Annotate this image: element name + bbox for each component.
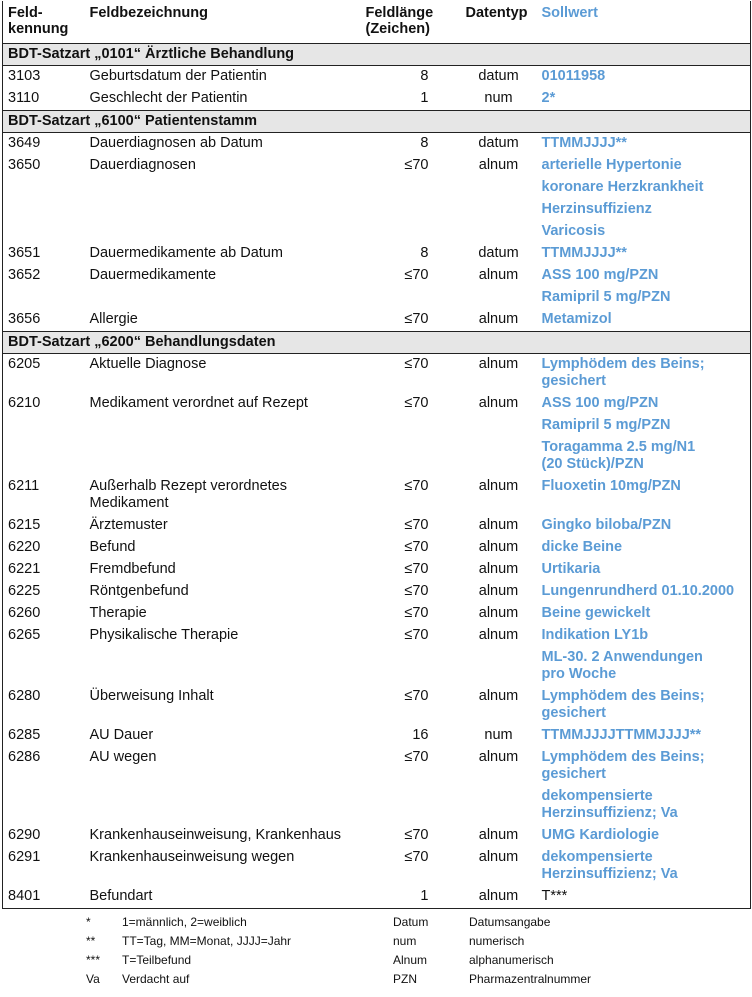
legend-table [2,913,750,989]
field-name: Dauermedikamente [89,267,217,283]
field-value: Ramipril 5 mg/PZN [541,289,671,305]
header-row [3,1,751,44]
field-length: ≤70 [404,561,429,577]
field-value: UMG Kardiologie [541,827,660,843]
field-length: 8 [420,245,429,261]
field-value-cell [537,725,751,747]
field-length: ≤70 [404,311,429,327]
field-value-cell [537,309,751,332]
field-value: Fluoxetin 10mg/PZN [541,478,681,494]
field-name: AU wegen [89,749,157,765]
legend-meaning: numerisch [469,934,525,948]
legend-abbr: Alnum [393,953,428,967]
field-value-cell [537,847,751,886]
field-id: 3649 [8,135,41,151]
field-name: Krankenhauseinweisung wegen [89,849,295,865]
table-row [3,66,751,89]
field-value-cell [537,686,751,725]
table-row [3,88,751,111]
field-value: Lymphödem des Beins; gesichert [541,749,705,782]
table-row [3,515,751,537]
field-type: datum [478,245,519,261]
field-name: Dauerdiagnosen ab Datum [89,135,263,151]
legend-text: TT=Tag, MM=Monat, JJJJ=Jahr [122,934,292,948]
field-type: datum [478,68,519,84]
field-value: Metamizol [541,311,612,327]
field-id: 3650 [8,157,41,173]
field-value-cell [537,581,751,603]
field-length: ≤70 [404,517,429,533]
legend-text: Verdacht auf [122,972,190,986]
field-type: alnum [478,311,519,327]
field-name: Überweisung Inhalt [89,688,214,704]
field-length: 8 [420,135,429,151]
field-name: Medikament verordnet auf Rezept [89,395,308,411]
field-value-cell [537,133,751,156]
field-value-cell [537,625,751,686]
legend-symbol: Va [86,972,100,986]
field-value: T*** [541,888,568,904]
field-id: 3110 [8,90,40,106]
field-value: TTMMJJJJ** [541,245,627,261]
field-value-cell [537,354,751,394]
field-length: ≤70 [404,478,429,494]
field-id: 6280 [8,688,41,704]
field-id: 6291 [8,849,41,865]
field-length: ≤70 [404,157,429,173]
field-value: TTMMJJJJ** [541,135,627,151]
field-value: dekompensierte Herzinsuffizienz; Va [541,788,678,821]
section-header-row [3,111,751,133]
table-row [3,603,751,625]
table-row [3,243,751,265]
table-row [3,309,751,332]
field-id: 3652 [8,267,41,283]
table-row [3,747,751,825]
field-length: ≤70 [404,605,429,621]
table-row [3,847,751,886]
field-length: ≤70 [404,627,429,643]
field-length: ≤70 [404,688,429,704]
field-value-cell [537,393,751,476]
table-row [3,625,751,686]
field-type: alnum [478,395,519,411]
field-length: 16 [412,727,429,743]
field-length: ≤70 [404,356,429,372]
legend-row [2,970,750,989]
field-value: TTMMJJJJTTMMJJJJ** [541,727,702,743]
field-value: ML-30. 2 Anwendungen pro Woche [541,649,703,682]
field-id: 6210 [8,395,41,411]
field-value: Indikation LY1b [541,627,649,643]
field-value-cell [537,155,751,243]
field-id: 6215 [8,517,41,533]
field-value: Ramipril 5 mg/PZN [541,417,671,433]
field-id: 6265 [8,627,41,643]
field-value-cell [537,559,751,581]
field-type: num [484,727,513,743]
section-title: BDT-Satzart „6100“ Patientenstamm [3,111,751,133]
field-value-cell [537,825,751,847]
field-id: 6290 [8,827,41,843]
field-id: 6211 [8,478,40,494]
field-id: 6260 [8,605,41,621]
table-row [3,265,751,309]
field-name: Krankenhauseinweisung, Krankenhaus [89,827,342,843]
field-value: Lungenrundherd 01.10.2000 [541,583,735,599]
field-type: alnum [478,561,519,577]
field-name: Außerhalb Rezept verordnetes Medikament [89,478,287,511]
field-id: 8401 [8,888,41,904]
field-type: alnum [478,888,519,904]
legend-text: 1=männlich, 2=weiblich [122,915,247,929]
legend-row [2,951,750,970]
field-id: 3103 [8,68,41,84]
field-value-cell [537,265,751,309]
legend-meaning: Datumsangabe [469,915,551,929]
section-title: BDT-Satzart „6200“ Behandlungsdaten [3,332,751,354]
table-row [3,476,751,515]
field-name: Allergie [89,311,138,327]
table-row [3,537,751,559]
field-length: ≤70 [404,827,429,843]
header-laenge: Feldlänge (Zeichen) [365,5,434,37]
field-value: Lymphödem des Beins; gesichert [541,688,705,721]
field-type: alnum [478,749,519,765]
field-type: alnum [478,849,519,865]
field-type: alnum [478,267,519,283]
field-value: Toragamma 2.5 mg/N1 (20 Stück)/PZN [541,439,696,472]
field-type: datum [478,135,519,151]
field-id: 6205 [8,356,41,372]
field-value: koronare Herzkrankheit [541,179,704,195]
field-length: ≤70 [404,749,429,765]
legend-abbr: num [393,934,417,948]
field-value: Herzinsuffizienz [541,201,652,217]
field-name: Befund [89,539,136,555]
field-value: dekompensierte Herzinsuffizienz; Va [541,849,678,882]
field-name: Fremdbefund [89,561,176,577]
field-value-cell [537,537,751,559]
field-type: num [484,90,513,106]
field-value-cell [537,476,751,515]
field-type: alnum [478,539,519,555]
field-name: Geschlecht der Patientin [89,90,248,106]
field-value: dicke Beine [541,539,623,555]
section-header-row [3,44,751,66]
legend-row [2,932,750,951]
field-length: 8 [420,68,429,84]
field-name: Physikalische Therapie [89,627,239,643]
table-row [3,581,751,603]
field-length: ≤70 [404,395,429,411]
field-id: 6286 [8,749,41,765]
table-row [3,354,751,394]
field-type: alnum [478,157,519,173]
field-name: Dauerdiagnosen [89,157,196,173]
field-type: alnum [478,517,519,533]
field-name: Aktuelle Diagnose [89,356,207,372]
field-name: Dauermedikamente ab Datum [89,245,283,261]
field-type: alnum [478,583,519,599]
field-value-cell [537,603,751,625]
table-row [3,559,751,581]
field-length: ≤70 [404,267,429,283]
header-bezeichnung: Feldbezeichnung [89,5,208,21]
field-value: 2* [541,90,556,106]
field-value: Gingko biloba/PZN [541,517,672,533]
field-name: Befundart [89,888,153,904]
field-value-cell [537,243,751,265]
legend-symbol: * [86,915,91,929]
legend-meaning: Pharmazentralnummer [469,972,592,986]
section-title: BDT-Satzart „0101“ Ärztliche Behandlung [3,44,751,66]
field-name: Ärztemuster [89,517,168,533]
field-id: 6225 [8,583,41,599]
legend-abbr: Datum [393,915,429,929]
field-type: alnum [478,356,519,372]
field-length: 1 [420,888,429,904]
field-type: alnum [478,688,519,704]
section-header-row [3,332,751,354]
table-row [3,393,751,476]
field-value: ASS 100 mg/PZN [541,395,659,411]
field-type: alnum [478,478,519,494]
field-value: Urtikaria [541,561,601,577]
field-id: 3656 [8,311,41,327]
table-row [3,686,751,725]
field-type: alnum [478,827,519,843]
field-length: ≤70 [404,539,429,555]
table-row [3,886,751,909]
field-id: 3651 [8,245,41,261]
field-value-cell [537,66,751,89]
field-name: AU Dauer [89,727,154,743]
table-row [3,825,751,847]
field-id: 6220 [8,539,41,555]
field-length: ≤70 [404,583,429,599]
header-datentyp: Datentyp [465,5,528,21]
field-value-cell [537,747,751,825]
field-type: alnum [478,605,519,621]
field-value-cell [537,515,751,537]
field-id: 6221 [8,561,41,577]
field-name: Geburtsdatum der Patientin [89,68,267,84]
bdt-table [2,1,751,909]
legend-meaning: alphanumerisch [469,953,554,967]
table-row [3,133,751,156]
legend-text: T=Teilbefund [122,953,192,967]
legend-abbr: PZN [393,972,417,986]
field-id: 6285 [8,727,41,743]
field-value: 01011958 [541,68,606,84]
field-length: ≤70 [404,849,429,865]
field-length: 1 [420,90,429,106]
field-value: ASS 100 mg/PZN [541,267,659,283]
field-value: Varicosis [541,223,606,239]
document [2,1,750,989]
field-value: Lymphödem des Beins; gesichert [541,356,705,389]
legend-symbol: *** [86,953,101,967]
header-kennung: Feld- kennung [8,5,69,37]
field-value: arterielle Hypertonie [541,157,682,173]
table-row [3,725,751,747]
field-name: Röntgenbefund [89,583,189,599]
table-row [3,155,751,243]
field-value-cell [537,88,751,111]
field-value: Beine gewickelt [541,605,651,621]
field-value-cell [537,886,751,909]
field-type: alnum [478,627,519,643]
header-sollwert: Sollwert [541,5,598,21]
legend-row [2,913,750,932]
field-name: Therapie [89,605,147,621]
legend-symbol: ** [86,934,96,948]
